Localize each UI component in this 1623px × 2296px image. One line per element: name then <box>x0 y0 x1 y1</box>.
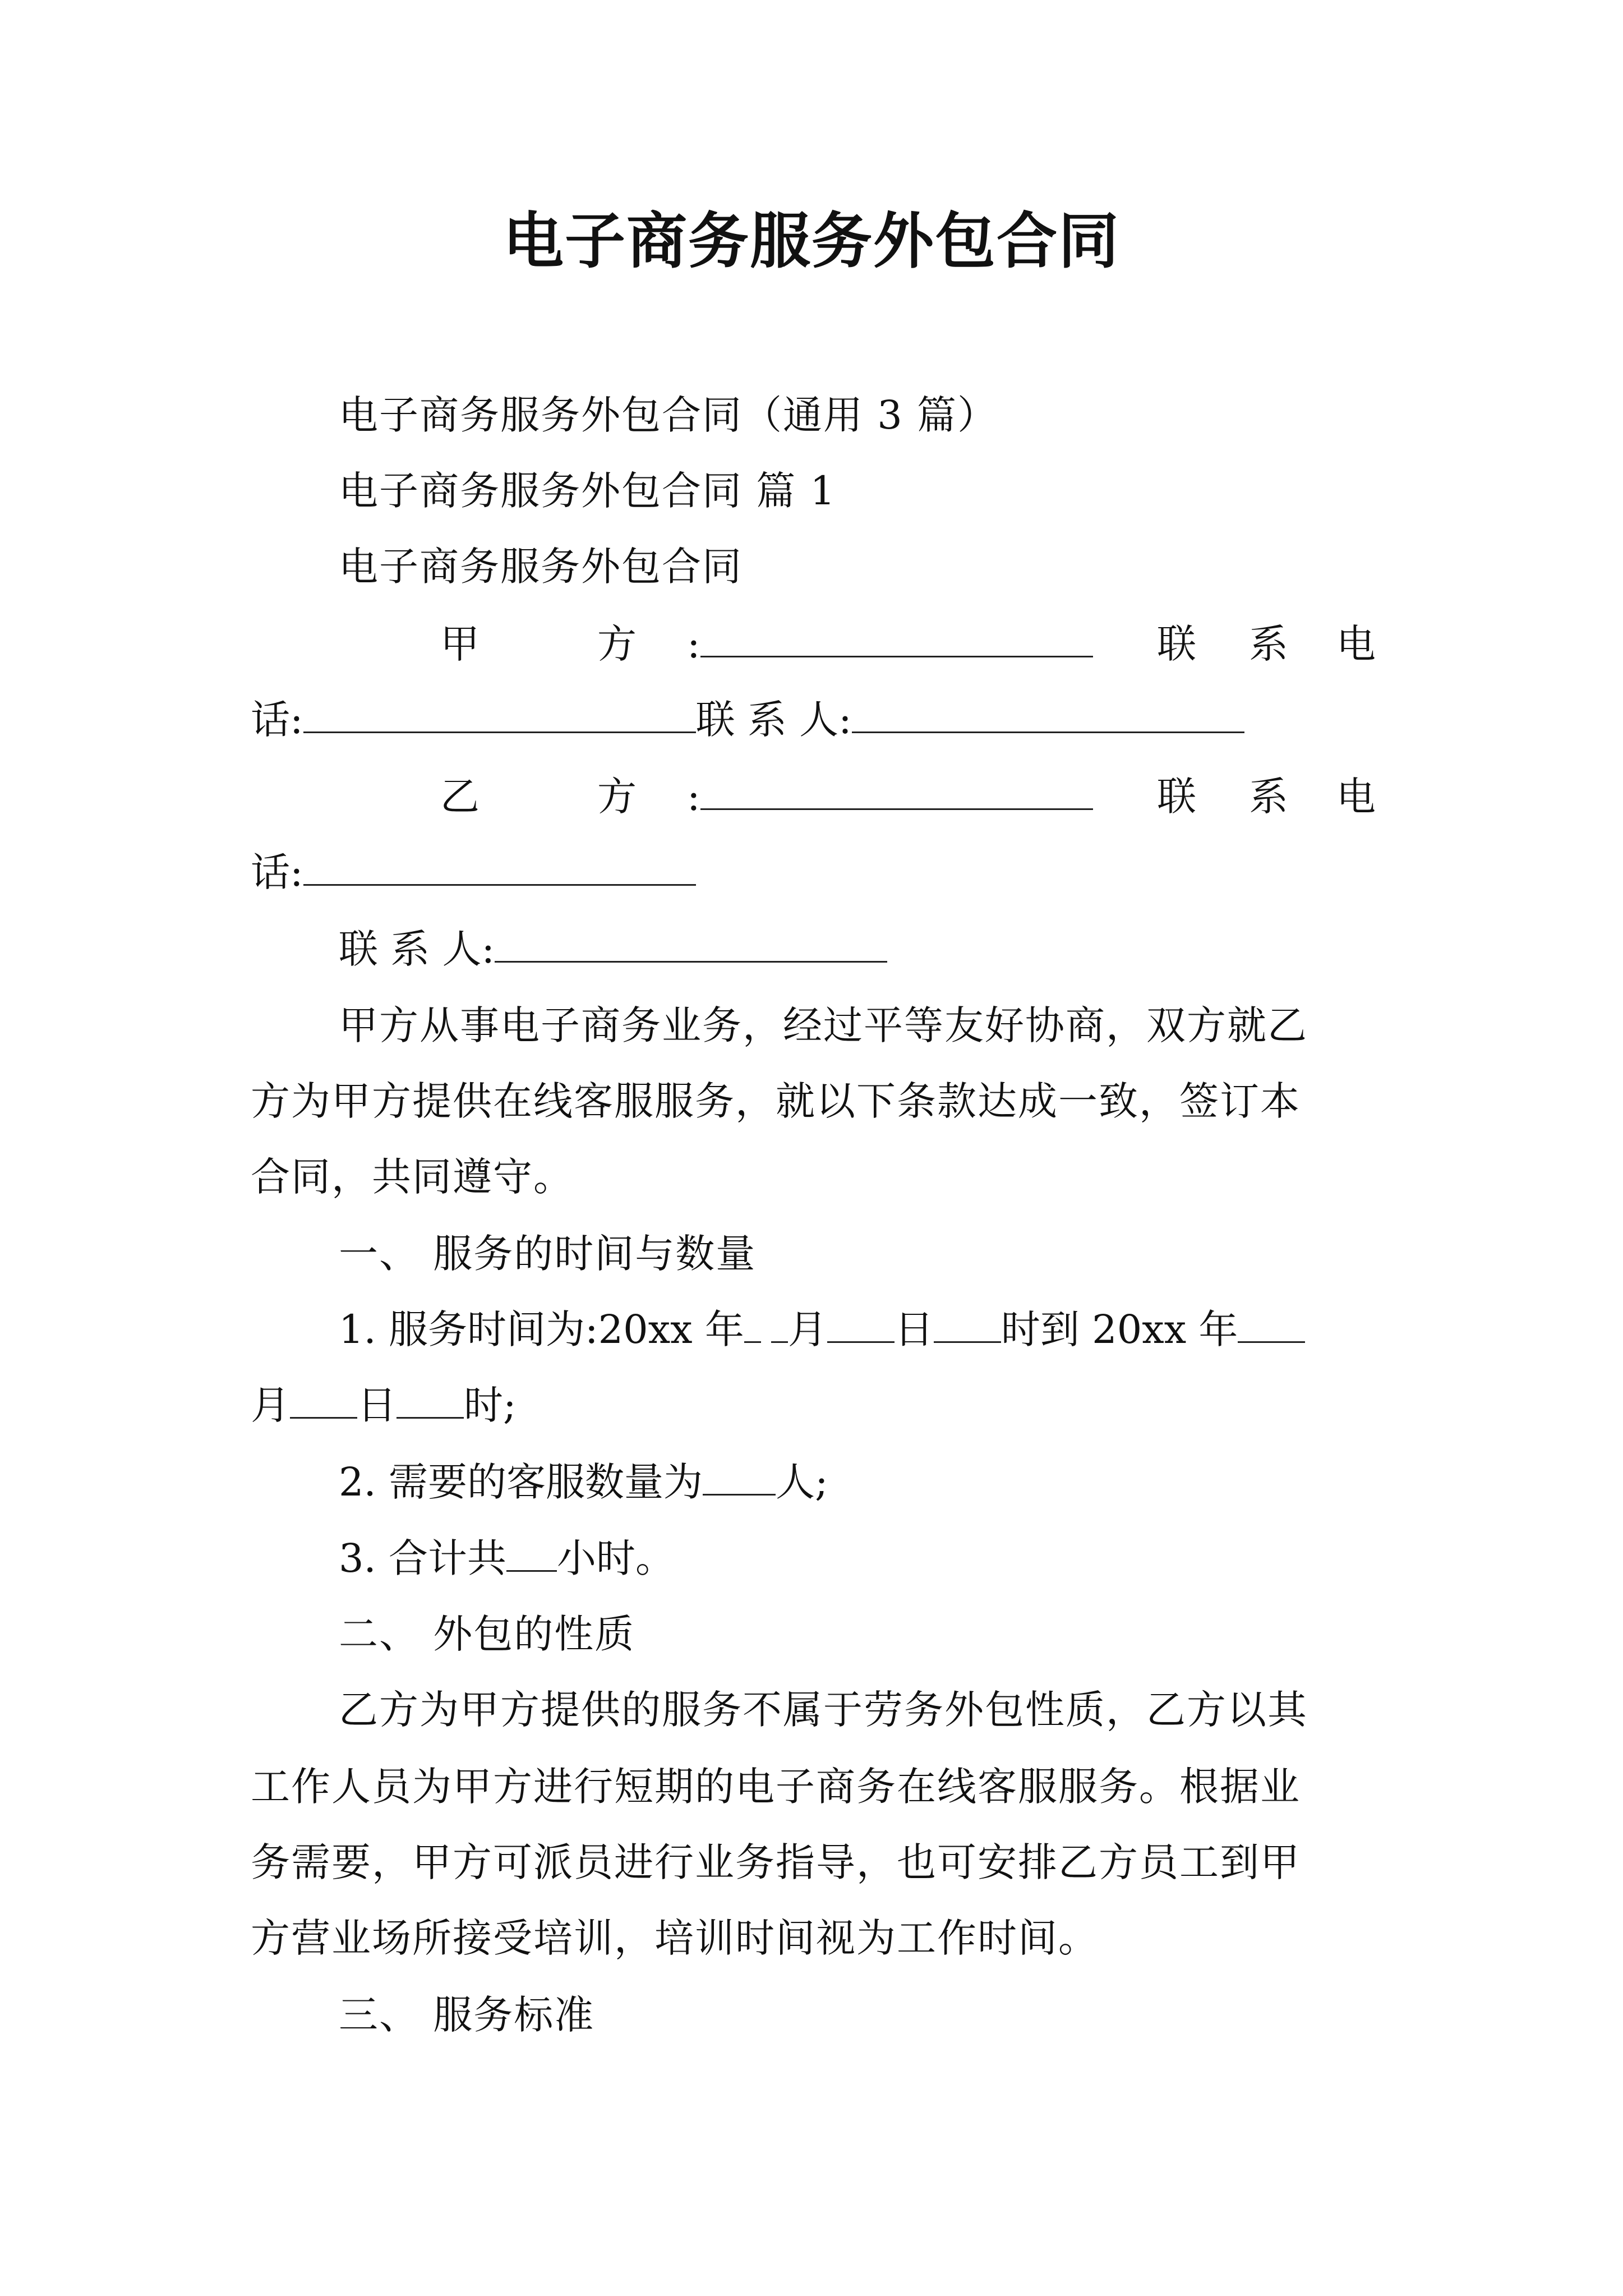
section-1-heading: 一、 服务的时间与数量 <box>339 1231 757 1277</box>
section-2-line-1: 乙方为甲方提供的服务不属于劳务外包性质，乙方以其 <box>339 1687 1308 1733</box>
document-title: 电子商务服务外包合同 <box>502 206 1120 277</box>
item-1-day-blank[interactable] <box>827 1306 895 1343</box>
item-1-end-hour-blank[interactable] <box>396 1382 464 1419</box>
item-1-blank-a[interactable] <box>744 1306 761 1343</box>
party-b-label: 乙 <box>440 774 479 820</box>
intro-line-2: 方为甲方提供在线客服服务，就以下条款达成一致，签订本 <box>251 1078 1301 1124</box>
party-b-phone-label-3: 电 <box>1336 774 1376 820</box>
party-b-phone-blank[interactable] <box>303 849 696 886</box>
item-1-line-1[interactable]: 1. 服务时间为:20xx 年 月 日 时到 20xx 年 <box>339 1301 1305 1358</box>
party-a-label: 甲 <box>440 621 479 667</box>
party-a-label-fang: 方 <box>597 621 637 667</box>
party-b-phone-field[interactable]: 话: <box>251 844 696 900</box>
item-3[interactable]: 3. 合计共 小时。 <box>339 1535 675 1581</box>
party-b-contact-blank[interactable] <box>495 926 887 963</box>
section-2-line-3: 务需要，甲方可派员进行业务指导，也可安排乙方员工到甲 <box>251 1839 1301 1885</box>
party-b-name-blank[interactable] <box>700 774 1093 810</box>
item-1-end-day-blank[interactable] <box>290 1382 357 1419</box>
party-b-label-fang: 方 <box>597 774 637 820</box>
item-3-hours-blank[interactable] <box>506 1535 557 1572</box>
section-2-line-2: 工作人员为甲方进行短期的电子商务在线客服服务。根据业 <box>251 1764 1301 1810</box>
item-2-count-blank[interactable] <box>703 1459 776 1496</box>
document-subtitle: 电子商务服务外包合同（通用 3 篇） <box>339 392 998 438</box>
section-2-line-4: 方营业场所接受培训，培训时间视为工作时间。 <box>251 1915 1099 1961</box>
item-1-line-2[interactable]: 月 日 时; <box>251 1382 517 1428</box>
intro-line-3: 合同，共同遵守。 <box>251 1154 574 1200</box>
item-2[interactable]: 2. 需要的客服数量为 人; <box>339 1459 828 1505</box>
party-a-phone-label-1: 联 <box>1157 621 1196 667</box>
party-b-name-field[interactable]: : <box>687 769 1093 825</box>
item-1-end-month-blank[interactable] <box>1238 1306 1305 1343</box>
party-a-phone-blank[interactable] <box>303 697 696 733</box>
party-a-name-field[interactable]: : <box>687 616 1093 672</box>
party-b-phone-label-2: 系 <box>1249 774 1288 820</box>
item-1-hour-blank[interactable] <box>934 1306 1001 1343</box>
item-1-month-blank[interactable] <box>771 1306 788 1343</box>
section-2-heading: 二、 外包的性质 <box>339 1611 635 1657</box>
party-a-phone-label-2: 系 <box>1249 621 1288 667</box>
party-b-phone-label-1: 联 <box>1157 774 1196 820</box>
party-a-name-blank[interactable] <box>700 621 1093 657</box>
party-a-contact-blank[interactable] <box>852 697 1244 733</box>
intro-line-1: 甲方从事电子商务业务，经过平等友好协商，双方就乙 <box>339 1002 1308 1048</box>
party-b-contact-field[interactable]: 联 系 人: <box>339 921 887 977</box>
party-a-phone-label-3: 电 <box>1336 621 1376 667</box>
section-heading: 电子商务服务外包合同 篇 1 <box>339 468 837 514</box>
party-a-phone-field[interactable]: 话: 联 系 人: <box>251 692 1244 748</box>
contract-name: 电子商务服务外包合同 <box>339 544 743 590</box>
section-3-heading: 三、 服务标准 <box>339 1992 595 2038</box>
